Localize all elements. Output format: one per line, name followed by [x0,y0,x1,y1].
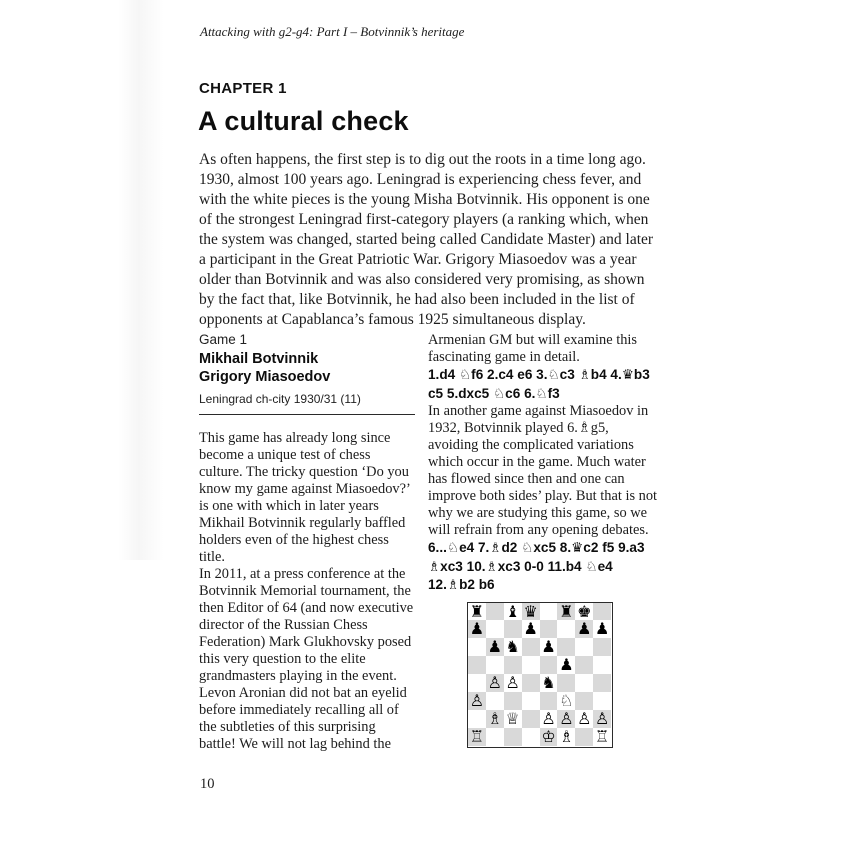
empty-square [593,656,611,674]
chess-piece-square: ♟ [595,620,610,639]
intro-paragraph: As often happens, the first step is to dig out the roots in a time long ago. 1930, almost 100 years ago. Leningrad is experiencing chess fever, and with the white pieces is the young Misha Botvinnik. His opponent is one of the strongest Leningrad first-category players (a ranking which, when the system was changed, started being called Candidate Master) and later a participant in the Great Patriotic War. Grigory Miasoedov was a year older than Botvinnik and was also considered very promising, as shown by the fact that, like Botvinnik, he had also been included in the list of opponents at Capablanca’s famous 1925 simultaneous display. [199,151,654,328]
game-header-rule [199,414,415,415]
chapter-label: CHAPTER 1 [199,80,287,97]
moves-line-2: 6...♘e4 7.♗d2 ♘xc5 8.♛c2 f5 9.a3 ♗xc3 10.♗xc3 0-0 11.b4 ♘e4 12.♗b2 b6 [428,540,645,592]
left-column-paragraph-2: In 2011, at a press conference at the Botvinnik Memorial tournament, the then Editor of 64 (and now executive director of the Russian Chess Federation) Mark Glukhovsky posed this very question to the elite grandmasters playing in the event. Levon Aronian did not bat an eyelid before immediately recalling all of the subtleties of this surprising battle! We will not lag behind the [199,566,414,752]
empty-square [522,638,540,656]
chess-piece-square: ♙ [577,709,592,728]
empty-square [504,728,522,746]
chess-piece-square: ♖ [469,727,485,746]
empty-square [540,692,558,710]
chess-piece-square: ♕ [505,709,520,728]
chess-piece-square: ♝ [505,602,520,621]
empty-square [522,710,540,728]
chess-piece-square: ♟ [541,638,556,657]
empty-square [540,603,558,621]
chess-piece-square: ♗ [559,727,574,746]
empty-square [575,638,593,656]
empty-square [593,674,611,692]
empty-square [522,656,540,674]
chess-piece-square: ♜ [469,602,485,621]
chess-piece-square: ♙ [505,674,520,692]
chess-piece-square: ♙ [487,674,502,692]
chess-piece-square: ♘ [559,691,574,710]
right-column-paragraph-2: In another game against Miasoedov in 1932, Botvinnik played 6.♗g5, avoiding the complicated variations which occur in the game. Much water has flowed since then and one can improve both sides’ play. But that is not why we are studying this game, so we will refrain from any opening debates. [428,403,658,538]
page-number: 10 [200,776,215,792]
game-header [199,332,415,415]
chess-piece-square: ♙ [541,709,556,728]
chess-piece-square: ♞ [541,674,556,692]
empty-square [575,656,593,674]
chess-piece-square: ♟ [487,638,502,657]
empty-square [557,638,575,656]
chess-piece-square: ♞ [505,638,520,657]
empty-square [468,638,486,656]
chess-piece-square: ♟ [559,656,574,675]
empty-square [486,692,504,710]
chess-piece-square: ♔ [541,727,556,746]
empty-square [557,674,575,692]
running-header: Attacking with g2-g4: Part I – Botvinnik’s heritage [200,24,465,39]
chess-piece-square: ♙ [469,691,485,710]
empty-square [575,728,593,746]
chess-piece-square: ♖ [595,727,610,746]
chess-diagram [468,603,612,746]
event-line: Leningrad ch-city 1930/31 (11) [199,392,361,406]
empty-square [504,692,522,710]
empty-square [486,728,504,746]
chess-diagram-frame [467,602,613,748]
empty-square [522,728,540,746]
right-column [428,332,661,753]
empty-square [593,692,611,710]
chess-piece-square: ♟ [469,620,485,639]
two-column-layout [199,332,661,753]
chess-piece-square: ♙ [559,709,574,728]
empty-square [504,620,522,638]
left-column [199,332,415,753]
empty-square [540,656,558,674]
empty-square [486,603,504,621]
empty-square [575,692,593,710]
empty-square [575,674,593,692]
white-player-name: Mikhail Botvinnik [199,351,319,367]
empty-square [486,656,504,674]
black-player-name: Grigory Miasoedov [199,369,331,385]
empty-square [557,620,575,638]
chess-piece-square: ♙ [595,709,610,728]
empty-square [468,674,486,692]
chapter-title: A cultural check [198,106,409,136]
empty-square [522,692,540,710]
chess-piece-square: ♚ [577,602,592,621]
empty-square [504,656,522,674]
empty-square [522,674,540,692]
moves-line-1: 1.d4 ♘f6 2.c4 e6 3.♘c3 ♗b4 4.♛b3 c5 5.dxc5 ♘c6 6.♘f3 [428,367,650,401]
page-crease-shading [118,0,164,560]
chess-piece-square: ♟ [577,620,592,639]
empty-square [468,710,486,728]
chess-piece-square: ♟ [523,620,538,639]
chess-piece-square: ♜ [559,602,574,621]
empty-square [486,620,504,638]
empty-square [468,656,486,674]
empty-square [540,620,558,638]
left-column-paragraph-1: This game has already long since become a unique test of chess culture. The tricky question ‘Do you know my game against Miasoedov?’ is one with which in later years Mikhail Botvinnik regularly baffled holders even of the highest chess title. [199,430,410,565]
chess-piece-square: ♗ [487,709,502,728]
empty-square [593,638,611,656]
right-column-paragraph-1: Armenian GM but will examine this fascinating game in detail. [428,332,638,365]
empty-square [593,603,611,621]
chess-piece-square: ♛ [523,602,538,621]
game-number-label: Game 1 [199,332,248,347]
